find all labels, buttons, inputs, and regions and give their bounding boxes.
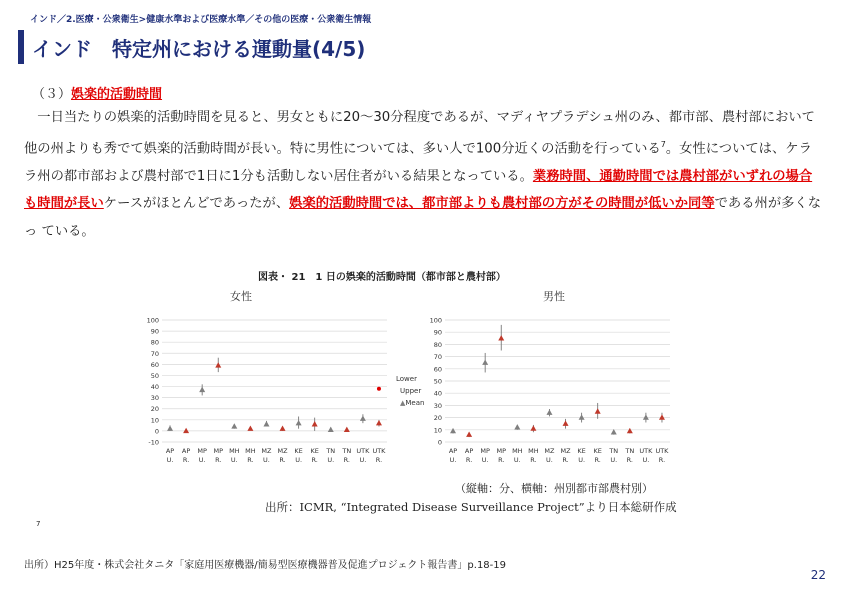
legend-mean-label: Mean bbox=[405, 399, 425, 407]
female-xtick-label: MZ bbox=[277, 447, 288, 455]
page-source: 出所）H25年度・株式会社タニタ「家庭用医療機器/簡易型医療機器普及促進プロジェクト報告書」p.18-19 bbox=[24, 560, 506, 571]
female-xtick-label: U. bbox=[166, 456, 174, 464]
male-xtick-label: U. bbox=[610, 456, 618, 464]
female-xtick-label: U. bbox=[263, 456, 270, 464]
female-xtick-label: MH bbox=[245, 447, 256, 455]
female-mean-point bbox=[328, 427, 334, 432]
female-mean-point bbox=[344, 427, 350, 432]
male-mean-point bbox=[659, 414, 665, 419]
female-xtick-label: R. bbox=[279, 456, 286, 464]
male-mean-point bbox=[595, 408, 601, 413]
section-number: （３） bbox=[32, 87, 72, 102]
male-mean-point bbox=[546, 410, 552, 415]
female-xtick-label: TN bbox=[326, 447, 336, 455]
male-xtick-label: KE bbox=[577, 447, 586, 455]
female-xtick-label: R. bbox=[311, 456, 318, 464]
female-ytick-label: 10 bbox=[150, 416, 159, 425]
legend-lower: Lower bbox=[396, 375, 417, 383]
male-xtick-label: R. bbox=[498, 456, 505, 464]
female-xtick-label: U. bbox=[295, 456, 303, 464]
chart-title-male: 男性 bbox=[543, 290, 565, 303]
mean-triangle-icon: ▲ bbox=[400, 399, 406, 407]
female-xtick-label: KE bbox=[310, 447, 319, 455]
male-ytick-label: 50 bbox=[433, 377, 442, 386]
male-mean-point bbox=[530, 425, 536, 430]
male-ytick-label: 100 bbox=[429, 316, 442, 325]
male-xtick-label: R. bbox=[562, 456, 569, 464]
female-xtick-label: U. bbox=[230, 456, 238, 464]
male-xtick-label: MH bbox=[528, 447, 539, 455]
male-mean-point bbox=[627, 428, 633, 433]
male-xtick-label: U. bbox=[481, 456, 489, 464]
male-xtick-label: U. bbox=[578, 456, 586, 464]
male-xtick-label: UTK bbox=[655, 447, 669, 455]
male-ytick-label: 20 bbox=[433, 414, 442, 423]
male-mean-point bbox=[514, 424, 520, 429]
male-xtick-label: MH bbox=[512, 447, 523, 455]
female-xtick-label: AP bbox=[165, 447, 175, 455]
female-xtick-label: U. bbox=[359, 456, 367, 464]
male-xtick-label: R. bbox=[626, 456, 634, 464]
male-chart bbox=[425, 312, 675, 472]
male-ytick-label: 70 bbox=[433, 353, 442, 362]
female-mean-point bbox=[247, 425, 253, 430]
legend-upper: Upper bbox=[400, 387, 422, 395]
female-mean-point bbox=[376, 420, 382, 425]
female-mean-point bbox=[231, 423, 237, 428]
paragraph-text-2: 。女性については、ケララ州の都市部および農村部で1日に1分も活動しない居住者がいる結果となっている。 bbox=[24, 141, 812, 185]
female-xtick-label: KE bbox=[294, 447, 303, 455]
highlight-text-2: 娯楽的活動時間では、都市部よりも農村部の方がその時間が低いか同等 bbox=[289, 196, 715, 212]
female-mean-point bbox=[167, 425, 173, 430]
section-heading bbox=[32, 83, 162, 102]
female-mean-point bbox=[312, 421, 318, 426]
female-xtick-label: TN bbox=[342, 447, 352, 455]
body-paragraph bbox=[24, 104, 824, 245]
title-accent-bar bbox=[18, 30, 24, 64]
male-xtick-label: TN bbox=[609, 447, 619, 455]
female-ytick-label: 50 bbox=[150, 371, 159, 380]
male-ytick-label: 60 bbox=[433, 365, 442, 374]
male-xtick-label: MZ bbox=[544, 447, 555, 455]
female-mean-point bbox=[280, 425, 286, 430]
female-ytick-label: 80 bbox=[150, 338, 159, 347]
female-xtick-label: MP bbox=[213, 447, 224, 455]
male-mean-point bbox=[643, 414, 649, 419]
female-xtick-label: AP bbox=[181, 447, 191, 455]
female-ytick-label: 30 bbox=[150, 394, 159, 403]
male-xtick-label: TN bbox=[625, 447, 635, 455]
female-chart bbox=[142, 312, 392, 472]
male-xtick-label: MP bbox=[480, 447, 490, 455]
male-xtick-label: AP bbox=[448, 447, 458, 455]
female-mean-point bbox=[183, 428, 189, 433]
female-mean-point bbox=[263, 421, 269, 426]
male-xtick-label: R. bbox=[658, 456, 666, 464]
male-xtick-label: R. bbox=[594, 456, 601, 464]
paragraph-text-4: である州が多くなっ ている。 bbox=[24, 196, 822, 239]
male-mean-point bbox=[563, 421, 569, 426]
female-ytick-label: 90 bbox=[150, 327, 159, 336]
male-mean-point bbox=[498, 335, 504, 340]
male-xtick-label: MZ bbox=[560, 447, 571, 455]
male-mean-point bbox=[579, 414, 585, 419]
female-outlier-point bbox=[377, 387, 381, 391]
female-ytick-label: 40 bbox=[150, 383, 159, 392]
male-ytick-label: 0 bbox=[437, 438, 442, 447]
female-xtick-label: U. bbox=[198, 456, 206, 464]
page-number: 22 bbox=[810, 568, 826, 582]
male-mean-point bbox=[466, 431, 472, 436]
footnote-mark: 7 bbox=[36, 520, 41, 528]
page-title: インド 特定州における運動量(4/5) bbox=[32, 37, 366, 61]
female-ytick-label: 20 bbox=[150, 405, 159, 414]
figure-title: 図表・ 21 1 日の娯楽的活動時間（都市部と農村部） bbox=[258, 272, 506, 283]
female-ytick-label: 70 bbox=[150, 349, 159, 358]
male-ytick-label: 30 bbox=[433, 401, 442, 410]
male-xtick-label: MP bbox=[496, 447, 507, 455]
male-xtick-label: U. bbox=[546, 456, 553, 464]
chart-title-female: 女性 bbox=[230, 290, 252, 303]
section-title: 娯楽的活動時間 bbox=[71, 87, 163, 102]
male-ytick-label: 80 bbox=[433, 340, 442, 349]
male-xtick-label: R. bbox=[530, 456, 537, 464]
paragraph-text-3: ケースがほとんどであったが、 bbox=[103, 196, 290, 212]
male-xtick-label: R. bbox=[465, 456, 473, 464]
female-xtick-label: MZ bbox=[261, 447, 272, 455]
female-xtick-label: MP bbox=[197, 447, 207, 455]
female-xtick-label: R. bbox=[215, 456, 222, 464]
female-mean-point bbox=[215, 362, 221, 367]
female-mean-point bbox=[296, 420, 302, 425]
chart-legend bbox=[396, 373, 424, 409]
female-xtick-label: UTK bbox=[356, 447, 370, 455]
male-xtick-label: KE bbox=[593, 447, 602, 455]
male-mean-point bbox=[450, 428, 456, 433]
female-ytick-label: 60 bbox=[150, 360, 159, 369]
female-xtick-label: UTK bbox=[372, 447, 386, 455]
male-xtick-label: AP bbox=[464, 447, 474, 455]
female-mean-point bbox=[199, 387, 205, 392]
male-mean-point bbox=[482, 360, 488, 365]
female-mean-point bbox=[360, 416, 366, 421]
male-ytick-label: 90 bbox=[433, 328, 442, 337]
male-xtick-label: U. bbox=[513, 456, 521, 464]
female-xtick-label: R. bbox=[247, 456, 254, 464]
male-ytick-label: 40 bbox=[433, 389, 442, 398]
male-xtick-label: U. bbox=[449, 456, 457, 464]
female-xtick-label: R. bbox=[375, 456, 383, 464]
footnote-ref[interactable]: 7 bbox=[660, 140, 666, 150]
male-xtick-label: U. bbox=[642, 456, 650, 464]
legend-mean bbox=[396, 397, 424, 409]
female-ytick-label: -10 bbox=[148, 438, 159, 447]
breadcrumb: インド／2.医療・公衆衛生>健康水準および医療水準／その他の医療・公衆衛生情報 bbox=[30, 15, 372, 25]
figure-source: 出所：ICMR, “Integrated Disease Surveillance Project”より日本総研作成 bbox=[265, 500, 677, 514]
female-xtick-label: U. bbox=[327, 456, 335, 464]
female-xtick-label: R. bbox=[182, 456, 190, 464]
male-xtick-label: UTK bbox=[639, 447, 653, 455]
figure-axis-note: （縦軸：分、横軸：州別都市部農村別） bbox=[455, 482, 653, 495]
female-xtick-label: MH bbox=[229, 447, 240, 455]
highlight-text-1: 業務時間、通勤時間では農村部がいずれの場合も時間が長い bbox=[24, 169, 813, 212]
female-ytick-label: 0 bbox=[154, 427, 159, 436]
male-ytick-label: 10 bbox=[433, 426, 442, 435]
paragraph-text-1: 一日当たりの娯楽的活動時間を見ると、男女ともに20～30分程度であるが、マディヤプラデシュ州のみ、都市部、農村部において他の州よりも秀でて娯楽的活動時間が長い。特に男性については、多い人で100分近くの活動を行っている bbox=[24, 110, 815, 157]
female-ytick-label: 100 bbox=[146, 316, 159, 325]
female-xtick-label: R. bbox=[343, 456, 351, 464]
